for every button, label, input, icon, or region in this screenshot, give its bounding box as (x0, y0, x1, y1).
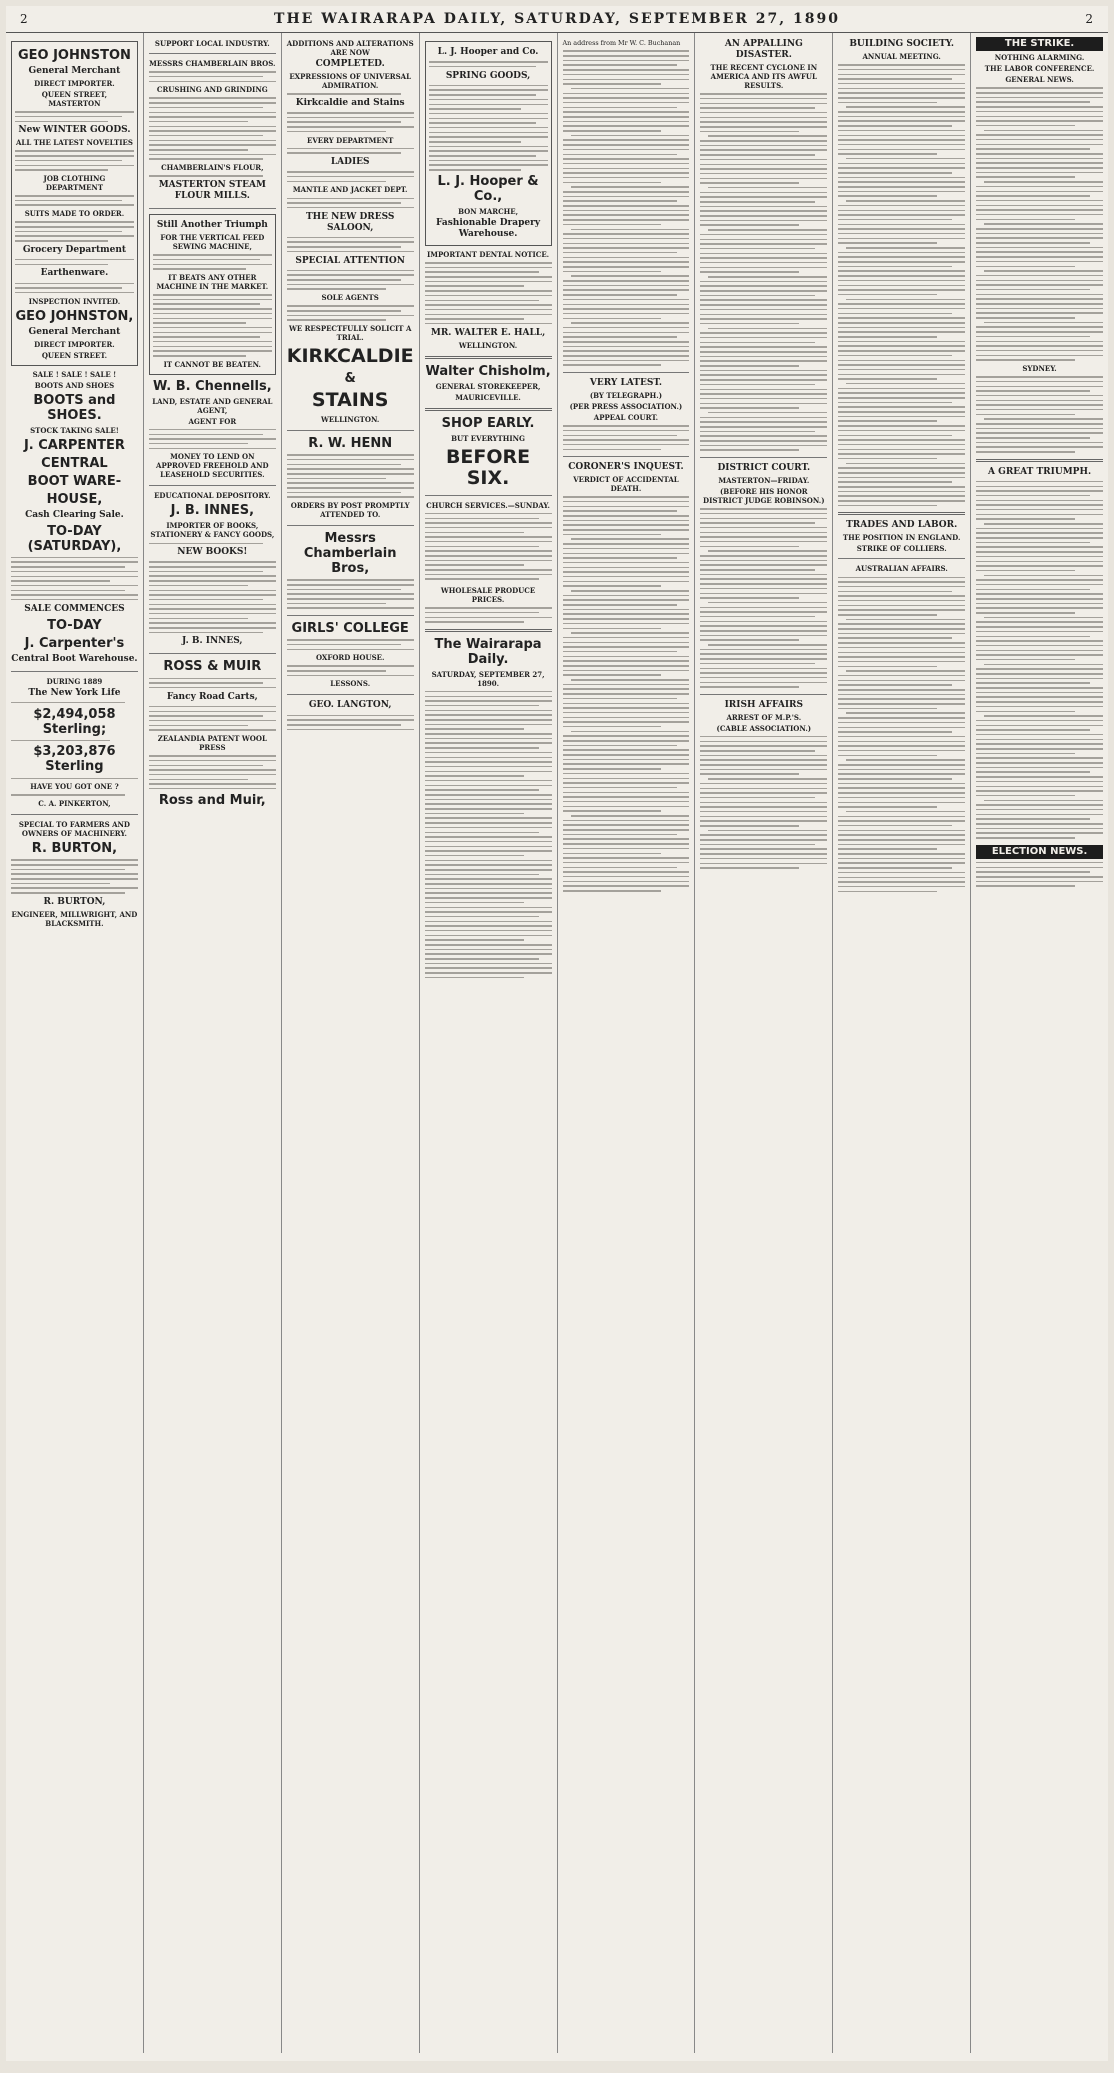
news-body (563, 39, 690, 366)
ad-heading: J. B. INNES, (170, 503, 255, 519)
ad-heading: MR. WALTER E. HALL, (430, 327, 546, 338)
ad-heading: TO-DAY (SATURDAY), (27, 523, 122, 554)
ad-line: WELLINGTON. (458, 340, 518, 350)
section-heading: THE STRIKE. (976, 37, 1103, 51)
ad-heading: Still Another Triumph (156, 219, 268, 230)
ad-line: BUT EVERYTHING (451, 433, 525, 443)
ad-heading: BOOTS and SHOES. (33, 392, 116, 423)
ad-line: WE RESPECTFULLY SOLICIT A TRIAL. (288, 324, 412, 343)
very-latest (563, 378, 690, 450)
section-heading: CORONER'S INQUEST. (568, 462, 684, 473)
ad-line: MAURICEVILLE. (455, 392, 521, 402)
ad-heading: J. Carpenter's (24, 635, 125, 651)
trades-labor (838, 520, 965, 892)
section-heading: ELECTION NEWS. (976, 845, 1103, 859)
ad-line: WELLINGTON. (320, 415, 380, 425)
ad-heading: Fashionable Drapery Warehouse. (436, 217, 541, 239)
ad-line: SALE COMMENCES (24, 603, 125, 614)
chisholm-ad (425, 364, 552, 402)
ad-line: Earthenware. (40, 268, 109, 279)
coroners-inquest (563, 462, 690, 891)
johnston-ad (11, 41, 138, 366)
section-subheading: GENERAL NEWS. (1005, 75, 1074, 85)
column-7 (833, 33, 971, 2053)
ad-line: C. A. PINKERTON, (38, 799, 111, 809)
ad-heading: LADIES (330, 157, 370, 168)
hooper-ad (425, 41, 552, 246)
ad-heading: GEO. LANGTON, (308, 700, 392, 711)
ad-heading: R. BURTON, (43, 896, 106, 907)
editorial-date: SATURDAY, SEPTEMBER 27, 1890. (431, 669, 545, 688)
column-6 (695, 33, 833, 2053)
chennells-ad (149, 379, 276, 480)
ad-heading: Ross and Muir, (158, 792, 266, 808)
newspaper-page (6, 6, 1108, 2061)
shop-early-ad (425, 416, 552, 489)
ad-heading: SPRING GOODS, (445, 70, 531, 81)
ad-heading: BOOT WARE- (27, 473, 122, 489)
ad-line: ZEALANDIA PATENT WOOL PRESS (157, 733, 267, 752)
section-subheading: (BY TELEGRAPH.) (589, 390, 663, 400)
ad-heading: J. B. INNES, (182, 636, 243, 647)
editorial (425, 637, 552, 979)
section-subheading: (BEFORE HIS HONOR DISTRICT JUDGE ROBINSON.) (703, 486, 825, 505)
ad-line: Grocery Department (22, 244, 127, 255)
section-subheading: (PER PRESS ASSOCIATION.) (569, 401, 683, 411)
section-subheading: AUSTRALIAN AFFAIRS. (855, 564, 948, 574)
column-3 (282, 33, 420, 2053)
ad-line: DURING 1889 (46, 676, 103, 686)
section-subheading: MASTERTON—FRIDAY. (718, 475, 810, 485)
ad-line: LAND, ESTATE AND GENERAL AGENT, (152, 396, 273, 415)
kirkcaldie-ad (287, 39, 414, 424)
ad-line: INSPECTION INVITED. (28, 296, 121, 306)
news-lead: An address from Mr W. C. Buchanan (562, 39, 681, 47)
ad-heading: Kirkcaldie and Stains (295, 97, 405, 108)
new-york-life-ad (11, 677, 138, 809)
section-subheading: THE POSITION IN ENGLAND. (842, 533, 961, 543)
ad-heading: TO-DAY (47, 617, 102, 633)
ad-line: OXFORD HOUSE. (315, 653, 385, 663)
strike-news (976, 37, 1103, 453)
ad-subheading: General Merchant (28, 326, 121, 337)
ad-heading: Messrs Chamberlain Bros, (303, 531, 397, 577)
ad-heading: COMPLETED. (315, 59, 385, 69)
ad-line: GENERAL STOREKEEPER, (435, 381, 541, 391)
ad-heading: R. BURTON, (31, 841, 118, 857)
ad-heading: STAINS (311, 389, 389, 412)
ad-line: SALE ! SALE ! SALE ! (32, 369, 117, 379)
produce-prices (425, 586, 552, 623)
ad-line: New WINTER GOODS. (18, 125, 131, 136)
ad-heading: L. J. Hooper and Co. (437, 47, 539, 57)
building-society (838, 39, 965, 506)
ad-line: IMPORTANT DENTAL NOTICE. (427, 249, 550, 259)
ad-heading: R. W. HENN (308, 436, 393, 452)
irish-affairs (700, 700, 827, 869)
ad-address: QUEEN STREET, MASTERTON (41, 90, 108, 108)
section-heading: VERY LATEST. (589, 377, 663, 388)
ad-line: BON MARCHE, (458, 206, 519, 216)
ad-line: BOOTS AND SHOES (34, 380, 115, 390)
editorial-title: The Wairarapa Daily. (434, 636, 542, 667)
ad-line: FOR THE VERTICAL FEED SEWING MACHINE, (160, 232, 265, 251)
section-subheading: VERDICT OF ACCIDENTAL DEATH. (573, 475, 679, 494)
column-4 (420, 33, 558, 2053)
ad-subheading: General Merchant (28, 66, 121, 76)
ad-figure: $3,203,876 Sterling (33, 744, 116, 775)
ad-heading: SHOP EARLY. (441, 415, 535, 431)
ad-heading: Walter Chisholm, (425, 363, 551, 379)
ad-line: ADDITIONS AND ALTERATIONS ARE NOW (286, 39, 414, 57)
ad-line: JOB CLOTHING DEPARTMENT (43, 173, 106, 192)
ad-line: EXPRESSIONS OF UNIVERSAL ADMIRATION. (289, 72, 412, 90)
ad-line: SPECIAL TO FARMERS AND OWNERS OF MACHINERY. (18, 820, 130, 839)
ad-heading: MASTERTON STEAM FLOUR MILLS. (158, 179, 266, 201)
sewing-machine-ad (149, 214, 276, 375)
ad-address: QUEEN STREET. (41, 350, 108, 360)
ad-figure: $2,494,058 Sterling; (33, 706, 116, 737)
langton-ad (287, 700, 414, 730)
ad-line: ORDERS BY POST PROMPTLY ATTENDED TO. (290, 501, 410, 520)
section-subheading: ANNUAL MEETING. (862, 52, 941, 61)
ad-heading: ROSS & MUIR (163, 659, 262, 675)
ad-line: HAVE YOU GOT ONE ? (30, 782, 119, 792)
section-subheading: NOTHING ALARMING. (994, 53, 1085, 63)
ad-line: IMPORTER OF BOOKS, STATIONERY & FANCY GOODS, (150, 521, 275, 540)
ad-line: AGENT FOR (188, 416, 237, 426)
ad-heading: THE NEW DRESS SALOON, (305, 211, 395, 233)
column-2 (144, 33, 282, 2053)
section-heading: AN APPALLING DISASTER. (724, 39, 803, 60)
ad-line: MESSRS CHAMBERLAIN BROS. (149, 59, 276, 68)
ad-heading: BEFORE SIX. (445, 445, 531, 489)
masthead (6, 6, 1108, 33)
ross-muir-ad (149, 659, 276, 807)
great-triumph (976, 467, 1103, 839)
district-court (700, 463, 827, 688)
section-subheading: STRIKE OF COLLIERS. (856, 544, 947, 554)
chamberlain-bros-ad (287, 531, 414, 609)
section-heading: IRISH AFFAIRS (724, 699, 804, 710)
page-number: 2 (20, 12, 29, 26)
ad-heading: The New York Life (28, 687, 121, 698)
ad-heading: GEO JOHNSTON, (15, 308, 134, 324)
disaster-article (700, 39, 827, 451)
ad-heading: Fancy Road Carts, (166, 691, 258, 702)
ad-heading: W. B. Chennells, (152, 378, 272, 394)
ad-heading: J. CARPENTER (23, 437, 125, 453)
chamberlain-flour-ad (149, 39, 276, 202)
ad-heading: GIRLS' COLLEGE (291, 620, 409, 636)
church-services (425, 501, 552, 580)
section-subheading: THE LABOR CONFERENCE. (984, 64, 1095, 74)
burton-ad (11, 820, 138, 928)
section-heading: WHOLESALE PRODUCE PRICES. (440, 585, 536, 604)
ad-line: STOCK TAKING SALE! (30, 425, 119, 435)
section-subheading: THE RECENT CYCLONE IN AMERICA AND ITS AWFUL RESULTS. (710, 63, 818, 90)
ad-line: SOLE AGENTS (321, 293, 379, 303)
section-heading: BUILDING SOCIETY. (849, 39, 955, 49)
column-8 (971, 33, 1108, 2053)
ad-line: MANTLE AND JACKET DEPT. (292, 185, 408, 195)
ad-subheading: DIRECT IMPORTER. (34, 79, 115, 88)
ad-heading: & (344, 371, 356, 387)
section-heading: A GREAT TRIUMPH. (988, 466, 1092, 477)
ad-heading: KIRKCALDIE (286, 345, 414, 368)
section-heading: TRADES AND LABOR. (846, 520, 958, 531)
girls-college-ad (287, 621, 414, 689)
column-5 (558, 33, 696, 2053)
ad-line: ENGINEER, MILLWRIGHT, AND BLACKSMITH. (11, 909, 138, 928)
ad-heading: GEO JOHNSTON (17, 48, 131, 63)
ad-heading: L. J. Hooper & Co., (437, 173, 539, 204)
ad-line: ALL THE LATEST NOVELTIES (15, 138, 133, 148)
ad-heading: HOUSE, (46, 491, 103, 507)
ad-line: EDUCATIONAL DEPOSITORY. (154, 491, 271, 501)
dental-notice (425, 250, 552, 350)
henn-ad (287, 436, 414, 519)
innes-ad (149, 491, 276, 647)
ad-line: CHAMBERLAIN'S FLOUR, (161, 163, 264, 173)
ad-line: IT CANNOT BE BEATEN. (163, 359, 261, 369)
ad-line: SUITS MADE TO ORDER. (24, 209, 125, 219)
ad-line: Central Boot Warehouse. (11, 653, 138, 664)
ad-line: SUPPORT LOCAL INDUSTRY. (154, 39, 270, 48)
ad-heading: CENTRAL (41, 455, 108, 471)
section-heading: CHURCH SERVICES.—SUNDAY. (426, 500, 550, 510)
ad-line: LESSONS. (330, 679, 371, 689)
ad-line: CRUSHING AND GRINDING (156, 85, 268, 95)
ad-line: MONEY TO LEND ON APPROVED FREEHOLD AND LEASEHOLD SECURITIES. (156, 452, 269, 480)
ad-line: Cash Clearing Sale. (25, 509, 124, 520)
ad-heading: SPECIAL ATTENTION (295, 255, 405, 266)
section-subheading: (CABLE ASSOCIATION.) (716, 723, 812, 733)
newspaper-title: THE WAIRARAPA DAILY, SATURDAY, SEPTEMBER 27, 1890 (274, 11, 840, 27)
section-heading: DISTRICT COURT. (717, 462, 811, 473)
page-number-right: 2 (1085, 12, 1094, 26)
section-subheading: APPEAL COURT. (593, 412, 659, 422)
ad-line: EVERY DEPARTMENT (307, 135, 394, 145)
carpenter-ad (11, 370, 138, 665)
columns (6, 33, 1108, 2053)
ad-line: IT BEATS ANY OTHER MACHINE IN THE MARKET. (156, 272, 269, 291)
ad-subheading: DIRECT IMPORTER. (34, 339, 115, 349)
ad-heading: NEW BOOKS! (177, 547, 248, 558)
section-subheading: ARREST OF M.P.'S. (726, 712, 802, 722)
section-subheading: SYDNEY. (1022, 363, 1057, 373)
column-1 (6, 33, 144, 2053)
